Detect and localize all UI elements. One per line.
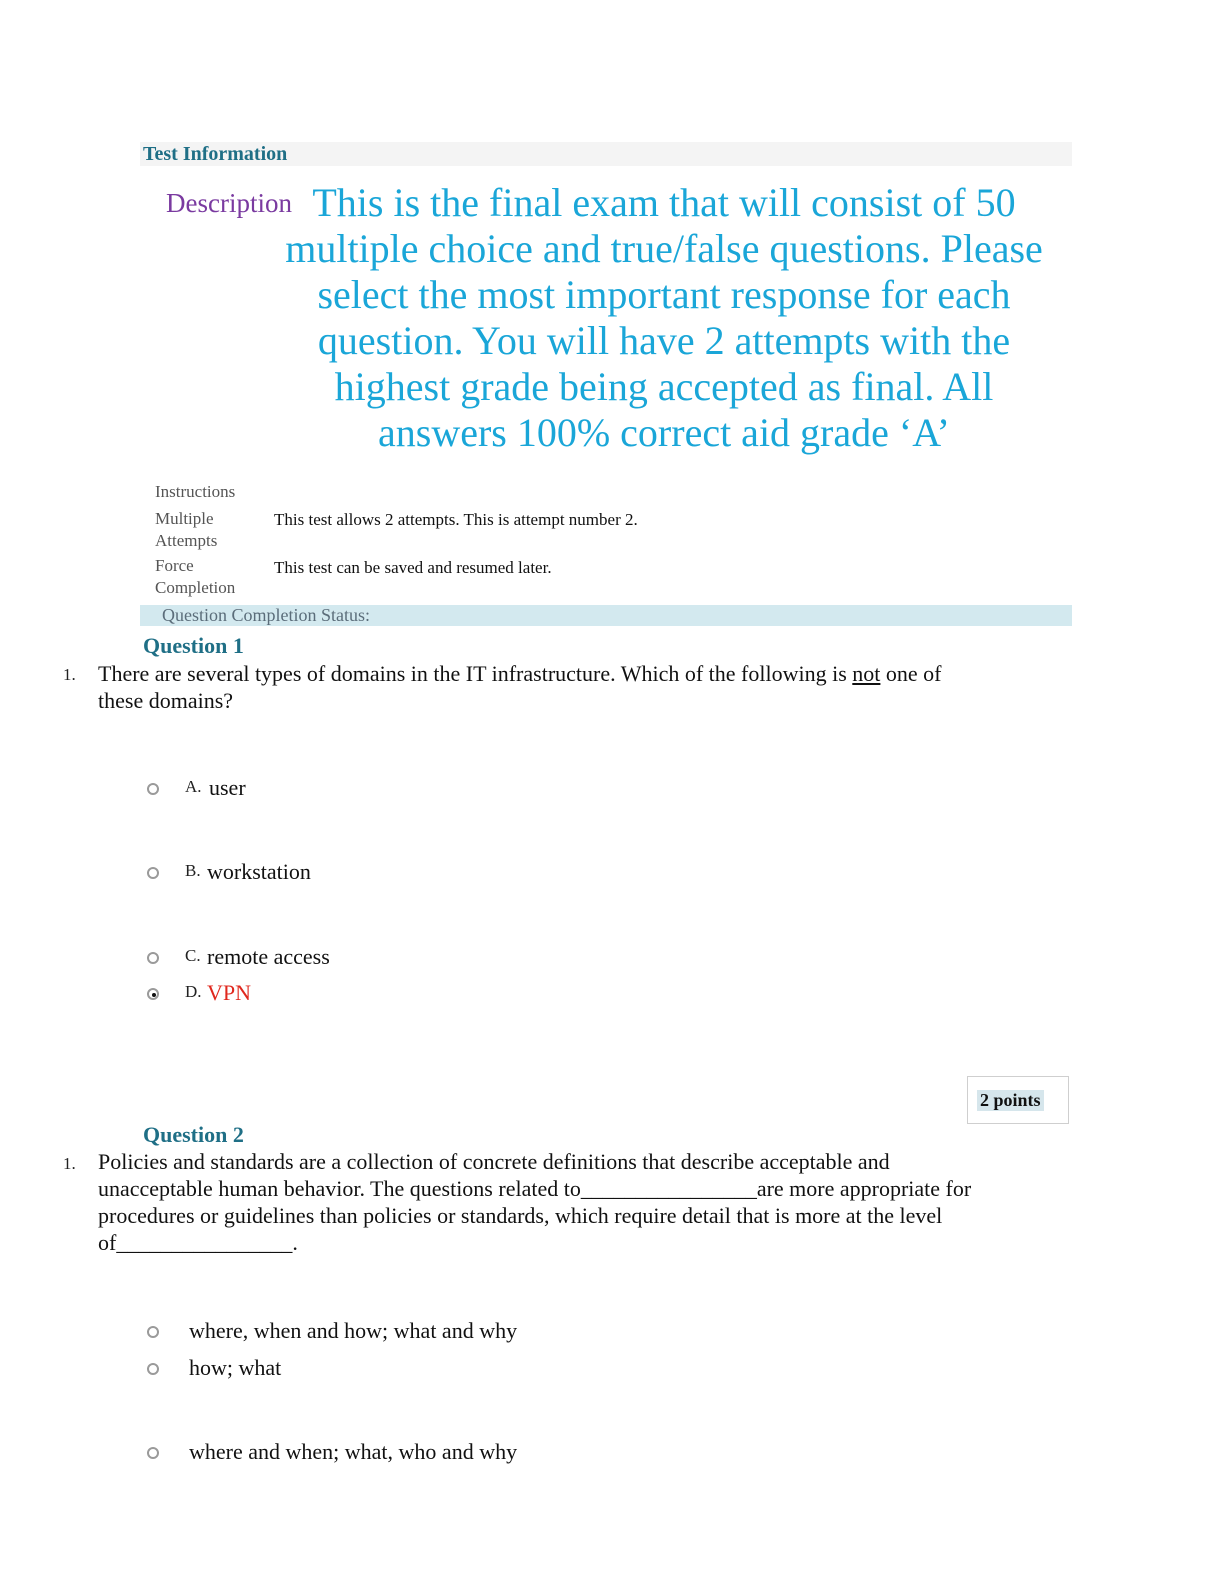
question-2-option-2-text[interactable]: how; what — [189, 1355, 282, 1380]
question-1-text-before: There are several types of domains in the IT infrastructure. Which of the following is — [98, 661, 853, 686]
question-1-option-c-radio[interactable] — [147, 952, 159, 964]
question-1-option-c-text[interactable]: remote access — [207, 944, 330, 969]
description-text: This is the final exam that will consist of 50 multiple choice and true/false questions. Please select the most important response for each question. You will have 2 attempts with the highest grade being accepted as final. All answers 100% correct aid grade ‘A’ — [285, 180, 1043, 455]
question-2-number: 1. — [63, 1154, 76, 1173]
test-info-title: Test Information — [143, 143, 288, 165]
multiple-attempts-label-line1: Multiple — [155, 509, 214, 528]
question-1-option-b-text[interactable]: workstation — [207, 859, 311, 884]
question-1-text-underlined: not — [852, 661, 881, 686]
question-1-option-b-radio[interactable] — [147, 867, 159, 879]
force-completion-label-line1: Force — [155, 556, 194, 575]
question-1-heading: Question 1 — [143, 633, 244, 658]
question-2-text-line2: unacceptable human behavior. The questions related to________________are more appropriate for — [98, 1176, 972, 1201]
question-2-heading: Question 2 — [143, 1122, 244, 1147]
force-completion-label — [155, 555, 235, 599]
question-2-option-2-radio[interactable] — [147, 1363, 159, 1375]
completion-status-label: Question Completion Status: — [162, 605, 371, 625]
question-2-option-3-radio[interactable] — [147, 1447, 159, 1459]
multiple-attempts-label — [155, 508, 217, 552]
question-2-text — [98, 1148, 1098, 1256]
description-label: Description — [166, 188, 292, 218]
multiple-attempts-value: This test allows 2 attempts. This is attempt number 2. — [274, 510, 638, 529]
question-2-text-line4: of________________. — [98, 1230, 298, 1255]
question-1-option-a-radio[interactable] — [147, 783, 159, 795]
question-1-option-b-letter: B. — [185, 861, 201, 880]
question-2-option-3-text[interactable]: where and when; what, who and why — [189, 1439, 518, 1464]
question-1-text-line2: these domains? — [98, 688, 234, 713]
force-completion-value: This test can be saved and resumed later. — [274, 558, 552, 577]
instructions-label: Instructions — [155, 482, 236, 501]
question-1-option-d-letter: D. — [185, 982, 202, 1001]
question-1-text-line1 — [98, 660, 1058, 687]
force-completion-label-line2: Completion — [155, 578, 236, 597]
question-1-number: 1. — [63, 665, 76, 684]
question-1-option-d-text[interactable]: VPN — [207, 980, 252, 1005]
question-2-option-1-radio[interactable] — [147, 1326, 159, 1338]
multiple-attempts-label-line2: Attempts — [155, 531, 218, 550]
question-1-option-a-text[interactable]: user — [209, 775, 246, 800]
question-1-option-c-letter: C. — [185, 946, 201, 965]
question-2-text-line1: Policies and standards are a collection of concrete definitions that describe acceptable and — [98, 1149, 890, 1174]
question-1-text-after: one of — [880, 661, 942, 686]
question-1-text — [98, 660, 1058, 714]
question-1-option-d-radio[interactable] — [147, 988, 159, 1000]
question-2-text-line3: procedures or guidelines than policies or standards, which require detail that is more at the level — [98, 1203, 943, 1228]
points-label: 2 points — [977, 1090, 1044, 1111]
question-2-option-1-text[interactable]: where, when and how; what and why — [189, 1318, 518, 1343]
question-1-option-a-letter: A. — [185, 777, 202, 796]
